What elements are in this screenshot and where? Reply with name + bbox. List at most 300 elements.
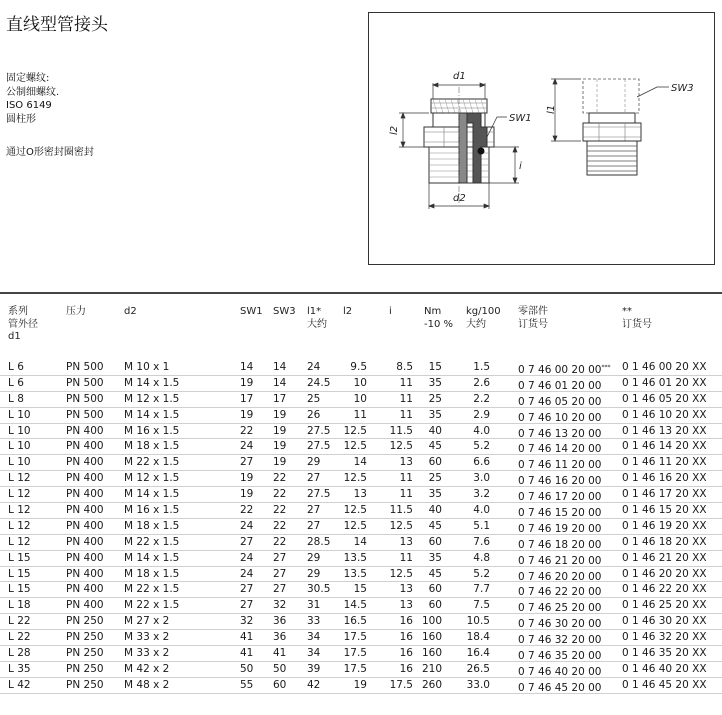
header-order-number: ** 订货号	[622, 306, 652, 330]
cell-part: 0 7 46 35 20 00	[518, 650, 602, 663]
table-row	[0, 471, 722, 487]
cell-part: 0 7 46 01 20 00	[518, 379, 602, 392]
cell-d2: M 18 x 1.5	[124, 567, 180, 580]
cell-d2: M 12 x 1.5	[124, 472, 180, 485]
cell-i: 16	[399, 662, 413, 675]
cell-d2: M 14 x 1.5	[124, 408, 180, 421]
cell-sw1: 50	[240, 662, 254, 675]
cell-sw3: 32	[273, 599, 287, 612]
cell-i: 16	[399, 647, 413, 660]
cell-i: 13	[399, 599, 413, 612]
cell-order: 0 1 46 40 20 XX	[622, 662, 707, 675]
cell-i: 11.5	[389, 504, 413, 517]
table-row	[0, 646, 722, 662]
cell-i: 16	[399, 631, 413, 644]
cell-nm: 40	[428, 504, 442, 517]
cell-pressure: PN 250	[66, 678, 104, 691]
cell-weight: 7.7	[473, 583, 490, 596]
cell-l1: 28.5	[307, 535, 331, 548]
cell-nm: 40	[428, 424, 442, 437]
cell-d2: M 14 x 1.5	[124, 551, 180, 564]
cell-sw1: 24	[240, 519, 254, 532]
cell-part: 0 7 46 05 20 00	[518, 395, 602, 408]
cell-sw3: 19	[273, 424, 287, 437]
cell-sw1: 14	[240, 361, 254, 373]
exterior-view	[583, 79, 641, 175]
table-row	[0, 630, 722, 646]
cell-series: L 10	[8, 440, 31, 453]
table-row	[0, 408, 722, 424]
seal-note: 通过O形密封圈密封	[6, 147, 94, 158]
label-l2: l2	[389, 125, 400, 135]
cell-pressure: PN 500	[66, 376, 104, 389]
cell-sw1: 41	[240, 631, 254, 644]
standard: ISO 6149	[6, 100, 52, 111]
cell-l2: 14	[353, 456, 367, 469]
header-nm: Nm -10 %	[424, 306, 454, 330]
cell-sw3: 27	[273, 583, 287, 596]
cell-sw3: 22	[273, 504, 287, 517]
cell-pressure: PN 400	[66, 583, 104, 596]
header-pressure: 压力	[66, 306, 86, 317]
cell-sw3: 19	[273, 440, 287, 453]
table-top-rule	[0, 292, 722, 294]
table-row	[0, 392, 722, 408]
cell-weight: 5.1	[473, 519, 490, 532]
cell-d2: M 22 x 1.5	[124, 535, 180, 548]
cell-l2: 12.5	[343, 519, 367, 532]
cell-weight: 6.6	[473, 456, 490, 469]
cell-l2: 12.5	[343, 472, 367, 485]
cell-order: 0 1 46 00 20 XX	[622, 361, 707, 373]
cell-part: 0 7 46 14 20 00	[518, 443, 602, 456]
table-row	[0, 487, 722, 503]
cell-l2: 13.5	[343, 567, 367, 580]
cell-sw1: 19	[240, 472, 254, 485]
cell-series: L 15	[8, 567, 31, 580]
cell-l1: 27.5	[307, 488, 331, 501]
cell-part: 0 7 46 32 20 00	[518, 634, 602, 647]
cell-pressure: PN 500	[66, 361, 104, 373]
cell-sw1: 24	[240, 567, 254, 580]
cell-nm: 45	[428, 567, 442, 580]
cell-i: 12.5	[389, 567, 413, 580]
header-sw1: SW1	[240, 306, 263, 317]
cell-sw1: 55	[240, 678, 254, 691]
cell-l2: 16.5	[343, 615, 367, 628]
label-d1: d1	[453, 71, 466, 82]
cell-pressure: PN 250	[66, 662, 104, 675]
cell-nm: 260	[421, 678, 442, 691]
cell-weight: 5.2	[473, 440, 490, 453]
table-row	[0, 662, 722, 678]
cell-part: 0 7 46 19 20 00	[518, 522, 602, 535]
cell-d2: M 48 x 2	[124, 678, 170, 691]
cell-order: 0 1 46 22 20 XX	[622, 583, 707, 596]
cell-weight: 10.5	[466, 615, 490, 628]
table-row	[0, 503, 722, 519]
cell-part: 0 7 46 10 20 00	[518, 411, 602, 424]
cell-pressure: PN 400	[66, 519, 104, 532]
header-d2: d2	[124, 306, 137, 317]
cell-order: 0 1 46 14 20 XX	[622, 440, 707, 453]
cell-series: L 6	[8, 361, 24, 373]
cell-sw3: 22	[273, 519, 287, 532]
cell-l2: 15	[353, 583, 367, 596]
cell-weight: 4.8	[473, 551, 490, 564]
cell-i: 12.5	[389, 440, 413, 453]
footnote-mark: ***	[601, 364, 611, 371]
cell-sw1: 17	[240, 392, 254, 405]
cell-series: L 35	[8, 662, 31, 675]
table-row	[0, 519, 722, 535]
cell-sw3: 50	[273, 662, 287, 675]
cell-order: 0 1 46 16 20 XX	[622, 472, 707, 485]
cell-nm: 15	[428, 361, 442, 373]
header-sw3: SW3	[273, 306, 296, 317]
cell-i: 11	[399, 551, 413, 564]
cell-nm: 60	[428, 583, 442, 596]
cell-weight: 16.4	[466, 647, 490, 660]
cell-nm: 100	[421, 615, 442, 628]
cell-sw1: 22	[240, 504, 254, 517]
cell-pressure: PN 400	[66, 488, 104, 501]
cell-nm: 160	[421, 647, 442, 660]
cell-sw1: 27	[240, 599, 254, 612]
cell-part: 0 7 46 45 20 00	[518, 681, 602, 694]
cell-d2: M 33 x 2	[124, 647, 170, 660]
thread-type: 公制细螺纹.	[6, 86, 60, 98]
cell-l2: 19	[353, 678, 367, 691]
page-title: 直线型管接头	[6, 15, 108, 35]
cell-order: 0 1 46 20 20 XX	[622, 567, 707, 580]
cell-order: 0 1 46 11 20 XX	[622, 456, 707, 469]
cell-series: L 8	[8, 392, 24, 405]
cell-pressure: PN 500	[66, 392, 104, 405]
cell-pressure: PN 500	[66, 408, 104, 421]
cell-weight: 7.6	[473, 535, 490, 548]
header-weight: kg/100 大约	[466, 306, 501, 330]
cell-order: 0 1 46 21 20 XX	[622, 551, 707, 564]
cell-d2: M 14 x 1.5	[124, 376, 180, 389]
cell-sw3: 27	[273, 567, 287, 580]
cell-weight: 2.9	[473, 408, 490, 421]
cell-part: 0 7 46 25 20 00	[518, 602, 602, 615]
cell-l1: 29	[307, 456, 321, 469]
cell-d2: M 12 x 1.5	[124, 392, 180, 405]
cell-series: L 6	[8, 376, 24, 389]
cell-order: 0 1 46 35 20 XX	[622, 647, 707, 660]
cell-pressure: PN 250	[66, 647, 104, 660]
cell-l2: 10	[353, 392, 367, 405]
cell-sw1: 22	[240, 424, 254, 437]
cell-nm: 60	[428, 535, 442, 548]
cell-series: L 28	[8, 647, 31, 660]
cell-weight: 1.5	[473, 361, 490, 373]
cell-order: 0 1 46 18 20 XX	[622, 535, 707, 548]
cell-pressure: PN 250	[66, 615, 104, 628]
header-series: 系列 管外径 d1	[8, 306, 38, 342]
cell-nm: 60	[428, 599, 442, 612]
cell-order: 0 1 46 13 20 XX	[622, 424, 707, 437]
cell-d2: M 18 x 1.5	[124, 519, 180, 532]
cell-l2: 12.5	[343, 504, 367, 517]
cell-part: 0 7 46 30 20 00	[518, 618, 602, 631]
cell-part: 0 7 46 15 20 00	[518, 507, 602, 520]
cell-series: L 22	[8, 631, 31, 644]
cell-i: 12.5	[389, 519, 413, 532]
cell-sw3: 19	[273, 456, 287, 469]
cell-series: L 10	[8, 456, 31, 469]
cell-part: 0 7 46 40 20 00	[518, 665, 602, 678]
cell-weight: 33.0	[466, 678, 490, 691]
cell-order: 0 1 46 45 20 XX	[622, 678, 707, 691]
label-l1: l1	[546, 104, 557, 114]
cell-order: 0 1 46 19 20 XX	[622, 519, 707, 532]
cell-nm: 25	[428, 472, 442, 485]
cell-pressure: PN 400	[66, 440, 104, 453]
label-sw1: SW1	[509, 113, 532, 124]
cell-series: L 18	[8, 599, 31, 612]
cell-sw3: 36	[273, 615, 287, 628]
cell-l2: 11	[353, 408, 367, 421]
cell-sw3: 22	[273, 488, 287, 501]
cell-weight: 3.0	[473, 472, 490, 485]
cell-l1: 34	[307, 631, 321, 644]
cell-l2: 14.5	[343, 599, 367, 612]
cell-order: 0 1 46 30 20 XX	[622, 615, 707, 628]
cell-weight: 4.0	[473, 504, 490, 517]
cell-l2: 12.5	[343, 424, 367, 437]
cell-sw3: 36	[273, 631, 287, 644]
cell-l2: 12.5	[343, 440, 367, 453]
cell-l1: 27	[307, 472, 321, 485]
cell-series: L 12	[8, 504, 31, 517]
cell-sw1: 24	[240, 551, 254, 564]
cell-sw1: 41	[240, 647, 254, 660]
cell-d2: M 10 x 1	[124, 361, 170, 373]
table-row	[0, 424, 722, 440]
cell-weight: 2.6	[473, 376, 490, 389]
cell-order: 0 1 46 01 20 XX	[622, 376, 707, 389]
cell-part: 0 7 46 20 20 00	[518, 570, 602, 583]
cell-sw1: 27	[240, 456, 254, 469]
cell-part: 0 7 46 22 20 00	[518, 586, 602, 599]
cell-l1: 26	[307, 408, 321, 421]
cell-nm: 45	[428, 519, 442, 532]
cell-order: 0 1 46 25 20 XX	[622, 599, 707, 612]
cell-d2: M 22 x 1.5	[124, 456, 180, 469]
cell-nm: 35	[428, 551, 442, 564]
cell-order: 0 1 46 17 20 XX	[622, 488, 707, 501]
cell-pressure: PN 400	[66, 535, 104, 548]
cell-weight: 7.5	[473, 599, 490, 612]
cell-l1: 27	[307, 504, 321, 517]
cell-d2: M 42 x 2	[124, 662, 170, 675]
cell-sw1: 27	[240, 535, 254, 548]
header-l2: l2	[343, 306, 353, 317]
cell-order: 0 1 46 05 20 XX	[622, 392, 707, 405]
table-row	[0, 598, 722, 614]
cell-l1: 25	[307, 392, 321, 405]
cell-sw3: 14	[273, 376, 287, 389]
cell-sw3: 14	[273, 361, 287, 373]
cell-series: L 12	[8, 535, 31, 548]
cell-sw3: 41	[273, 647, 287, 660]
cell-sw1: 24	[240, 440, 254, 453]
cell-l2: 14	[353, 535, 367, 548]
cell-part: 0 7 46 00 20 00***	[518, 364, 611, 376]
cell-part: 0 7 46 18 20 00	[518, 538, 602, 551]
label-sw3: SW3	[671, 83, 694, 94]
cell-nm: 35	[428, 408, 442, 421]
cell-i: 11	[399, 392, 413, 405]
table-row	[0, 455, 722, 471]
cell-series: L 12	[8, 472, 31, 485]
header-l1: l1* 大约	[307, 306, 327, 330]
table-row	[0, 678, 722, 694]
cell-sw3: 19	[273, 408, 287, 421]
table-row	[0, 376, 722, 392]
cell-l1: 29	[307, 567, 321, 580]
cell-weight: 5.2	[473, 567, 490, 580]
cell-l2: 17.5	[343, 647, 367, 660]
cell-nm: 35	[428, 376, 442, 389]
cell-series: L 15	[8, 583, 31, 596]
cell-series: L 10	[8, 408, 31, 421]
cell-nm: 160	[421, 631, 442, 644]
cell-pressure: PN 400	[66, 472, 104, 485]
table-row	[0, 582, 722, 598]
cell-i: 13	[399, 535, 413, 548]
table-row	[0, 551, 722, 567]
cell-series: L 12	[8, 488, 31, 501]
cell-l1: 27.5	[307, 424, 331, 437]
cell-l2: 9.5	[350, 361, 367, 373]
table-body	[0, 360, 722, 694]
cell-l1: 29	[307, 551, 321, 564]
table-header	[0, 306, 722, 350]
cell-pressure: PN 400	[66, 424, 104, 437]
cell-d2: M 18 x 1.5	[124, 440, 180, 453]
cell-l1: 42	[307, 678, 321, 691]
header-i: i	[389, 306, 392, 317]
cell-sw1: 32	[240, 615, 254, 628]
cell-i: 16	[399, 615, 413, 628]
cell-part: 0 7 46 17 20 00	[518, 491, 602, 504]
cell-l1: 27.5	[307, 440, 331, 453]
cell-nm: 60	[428, 456, 442, 469]
cell-i: 11.5	[389, 424, 413, 437]
cell-pressure: PN 400	[66, 567, 104, 580]
cell-i: 11	[399, 408, 413, 421]
cell-part: 0 7 46 16 20 00	[518, 475, 602, 488]
cell-l1: 33	[307, 615, 321, 628]
cell-i: 11	[399, 376, 413, 389]
cell-weight: 4.0	[473, 424, 490, 437]
cell-series: L 12	[8, 519, 31, 532]
cell-l1: 31	[307, 599, 321, 612]
cell-d2: M 27 x 2	[124, 615, 170, 628]
fitting-drawing-svg	[369, 13, 714, 264]
cell-l1: 24.5	[307, 376, 331, 389]
cell-i: 13	[399, 456, 413, 469]
cell-sw3: 22	[273, 535, 287, 548]
cell-d2: M 22 x 1.5	[124, 583, 180, 596]
shape: 圆柱形	[6, 113, 36, 125]
cell-i: 8.5	[396, 361, 413, 373]
cell-l2: 17.5	[343, 662, 367, 675]
cell-i: 17.5	[389, 678, 413, 691]
cell-d2: M 16 x 1.5	[124, 424, 180, 437]
cell-weight: 2.2	[473, 392, 490, 405]
description	[6, 72, 94, 160]
cell-sw3: 60	[273, 678, 287, 691]
sectional-view	[424, 87, 494, 203]
cell-sw3: 22	[273, 472, 287, 485]
cell-order: 0 1 46 10 20 XX	[622, 408, 707, 421]
cell-i: 13	[399, 583, 413, 596]
cell-nm: 210	[421, 662, 442, 675]
cell-pressure: PN 400	[66, 599, 104, 612]
cell-nm: 25	[428, 392, 442, 405]
cell-pressure: PN 400	[66, 456, 104, 469]
cell-sw1: 27	[240, 583, 254, 596]
header-part-number: 零部件 订货号	[518, 306, 548, 330]
cell-i: 11	[399, 488, 413, 501]
cell-sw1: 19	[240, 376, 254, 389]
cell-weight: 18.4	[466, 631, 490, 644]
cell-part: 0 7 46 13 20 00	[518, 427, 602, 440]
cell-sw3: 27	[273, 551, 287, 564]
table-row	[0, 567, 722, 583]
table-row	[0, 614, 722, 630]
cell-sw3: 17	[273, 392, 287, 405]
cell-pressure: PN 250	[66, 631, 104, 644]
cell-d2: M 33 x 2	[124, 631, 170, 644]
label-i: i	[519, 161, 522, 172]
cell-order: 0 1 46 32 20 XX	[622, 631, 707, 644]
cell-weight: 26.5	[466, 662, 490, 675]
cell-pressure: PN 400	[66, 551, 104, 564]
cell-nm: 35	[428, 488, 442, 501]
cell-l1: 24	[307, 361, 321, 373]
cell-l1: 30.5	[307, 583, 331, 596]
cell-d2: M 14 x 1.5	[124, 488, 180, 501]
cell-i: 11	[399, 472, 413, 485]
cell-d2: M 16 x 1.5	[124, 504, 180, 517]
cell-series: L 15	[8, 551, 31, 564]
cell-part: 0 7 46 11 20 00	[518, 459, 602, 472]
cell-series: L 42	[8, 678, 31, 691]
cell-nm: 45	[428, 440, 442, 453]
cell-order: 0 1 46 15 20 XX	[622, 504, 707, 517]
label-d2: d2	[453, 193, 466, 204]
thread-label: 固定螺纹:	[6, 73, 50, 84]
cell-series: L 10	[8, 424, 31, 437]
cell-weight: 3.2	[473, 488, 490, 501]
cell-sw1: 19	[240, 408, 254, 421]
cell-l1: 39	[307, 662, 321, 675]
cell-d2: M 22 x 1.5	[124, 599, 180, 612]
cell-part: 0 7 46 21 20 00	[518, 554, 602, 567]
table-row	[0, 360, 722, 376]
technical-drawing	[368, 12, 715, 265]
cell-l2: 10	[353, 376, 367, 389]
cell-l1: 34	[307, 647, 321, 660]
table-row	[0, 439, 722, 455]
cell-l1: 27	[307, 519, 321, 532]
